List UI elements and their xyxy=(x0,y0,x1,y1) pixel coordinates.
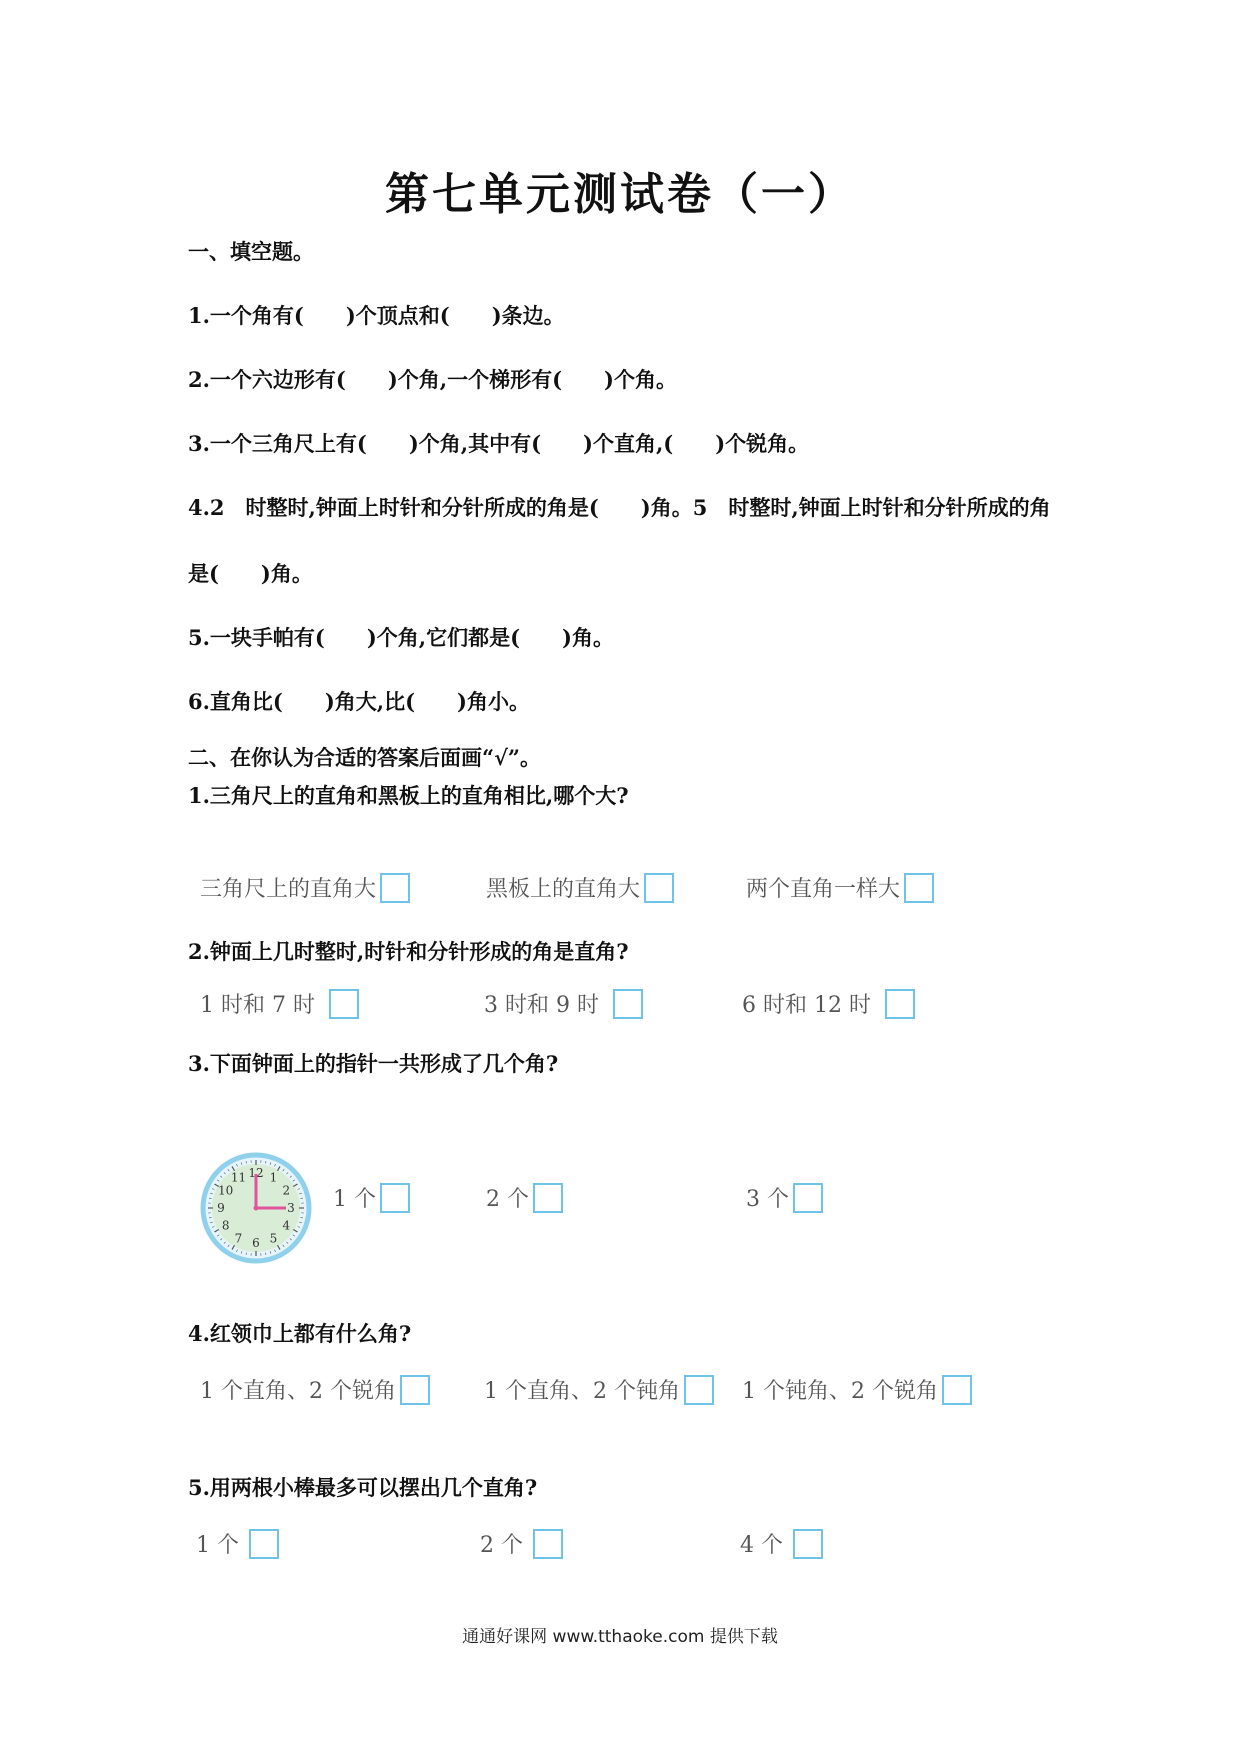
q1-option-3-label: 两个直角一样大 xyxy=(746,877,901,902)
fill-question-1: 1.一个角有( )个顶点和( )条边。 xyxy=(188,303,565,328)
q5-option-2 xyxy=(480,1528,563,1559)
clock-numeral: 11 xyxy=(230,1170,247,1185)
q2-option-2-checkbox[interactable] xyxy=(613,989,643,1019)
footer-source: 通通好课网 www.tthaoke.com 提供下载 xyxy=(462,1627,778,1647)
q5-option-1-label: 1 个 xyxy=(196,1533,239,1558)
q3-option-1-checkbox[interactable] xyxy=(380,1183,410,1213)
q5-option-3-checkbox[interactable] xyxy=(793,1529,823,1559)
q2-option-1-checkbox[interactable] xyxy=(329,989,359,1019)
q1-option-1-checkbox[interactable] xyxy=(380,873,410,903)
clock-numeral: 12 xyxy=(248,1166,264,1180)
choice-question-3: 3.下面钟面上的指针一共形成了几个角? xyxy=(188,1051,559,1076)
q2-option-3-label: 6 时和 12 时 xyxy=(742,993,871,1018)
section-2-heading: 二、在你认为合适的答案后面画“√”。 xyxy=(188,745,541,770)
fill-question-4-line-2: 是( )角。 xyxy=(188,561,313,586)
q3-option-2-label: 2 个 xyxy=(486,1187,529,1212)
q5-option-2-label: 2 个 xyxy=(480,1533,523,1558)
fill-question-6: 6.直角比( )角大,比( )角小。 xyxy=(188,689,530,714)
q4-option-3 xyxy=(742,1374,972,1405)
q1-option-2 xyxy=(486,872,674,903)
page-title: 第七单元测试卷（一） xyxy=(385,169,855,220)
clock-numeral: 5 xyxy=(269,1231,278,1246)
clock-numeral: 3 xyxy=(287,1201,295,1215)
fill-question-4-line-1: 4.2 时整时,钟面上时针和分针所成的角是( )角。5 时整时,钟面上时针和分针所成的角 xyxy=(188,495,1051,520)
q4-option-1 xyxy=(200,1374,430,1405)
fill-question-5: 5.一块手帕有( )个角,它们都是( )角。 xyxy=(188,625,614,650)
fill-question-3: 3.一个三角尺上有( )个角,其中有( )个直角,( )个锐角。 xyxy=(188,431,810,456)
q5-option-2-checkbox[interactable] xyxy=(533,1529,563,1559)
q3-option-1-label: 1 个 xyxy=(333,1187,376,1212)
q1-option-2-label: 黑板上的直角大 xyxy=(486,877,641,902)
choice-question-4: 4.红领巾上都有什么角? xyxy=(188,1321,412,1346)
q2-option-1-label: 1 时和 7 时 xyxy=(200,993,315,1018)
q3-option-3-checkbox[interactable] xyxy=(793,1183,823,1213)
q2-option-3-checkbox[interactable] xyxy=(885,989,915,1019)
fill-question-2: 2.一个六边形有( )个角,一个梯形有( )个角。 xyxy=(188,367,677,392)
choice-question-2: 2.钟面上几时整时,时针和分针形成的角是直角? xyxy=(188,939,629,964)
q5-option-3 xyxy=(740,1528,823,1559)
clock-numeral: 10 xyxy=(218,1183,234,1198)
clock-numeral: 2 xyxy=(282,1183,291,1198)
clock-numeral: 1 xyxy=(269,1170,278,1185)
q1-option-2-checkbox[interactable] xyxy=(644,873,674,903)
q1-option-3 xyxy=(746,872,934,903)
q3-option-2-checkbox[interactable] xyxy=(533,1183,563,1213)
q1-option-1 xyxy=(200,872,410,903)
q2-option-2-label: 3 时和 9 时 xyxy=(484,993,599,1018)
q2-option-1 xyxy=(200,988,359,1019)
q2-option-3 xyxy=(742,988,915,1019)
clock-image xyxy=(200,1152,312,1264)
q4-option-2-label: 1 个直角、2 个钝角 xyxy=(484,1379,680,1404)
q3-option-1 xyxy=(333,1182,410,1213)
q3-option-3 xyxy=(746,1182,823,1213)
choice-question-5: 5.用两根小棒最多可以摆出几个直角? xyxy=(188,1475,538,1500)
q5-option-3-label: 4 个 xyxy=(740,1533,783,1558)
q4-option-3-checkbox[interactable] xyxy=(942,1375,972,1405)
clock-center xyxy=(254,1206,259,1211)
q4-option-3-label: 1 个钝角、2 个锐角 xyxy=(742,1379,938,1404)
clock-numeral: 8 xyxy=(221,1218,230,1233)
q4-option-1-label: 1 个直角、2 个锐角 xyxy=(200,1379,396,1404)
q3-option-2 xyxy=(486,1182,563,1213)
q5-option-1-checkbox[interactable] xyxy=(249,1529,279,1559)
clock-numeral: 4 xyxy=(282,1218,291,1233)
q4-option-2-checkbox[interactable] xyxy=(684,1375,714,1405)
clock-numeral: 6 xyxy=(252,1236,260,1250)
clock-numeral: 7 xyxy=(234,1231,243,1246)
q1-option-1-label: 三角尺上的直角大 xyxy=(200,877,377,902)
q3-option-3-label: 3 个 xyxy=(746,1187,789,1212)
choice-question-1: 1.三角尺上的直角和黑板上的直角相比,哪个大? xyxy=(188,783,629,808)
q1-option-3-checkbox[interactable] xyxy=(904,873,934,903)
q4-option-2 xyxy=(484,1374,714,1405)
q5-option-1 xyxy=(196,1528,279,1559)
q4-option-1-checkbox[interactable] xyxy=(400,1375,430,1405)
clock-numeral: 9 xyxy=(217,1201,225,1215)
section-1-heading: 一、填空题。 xyxy=(188,239,314,264)
q2-option-2 xyxy=(484,988,643,1019)
